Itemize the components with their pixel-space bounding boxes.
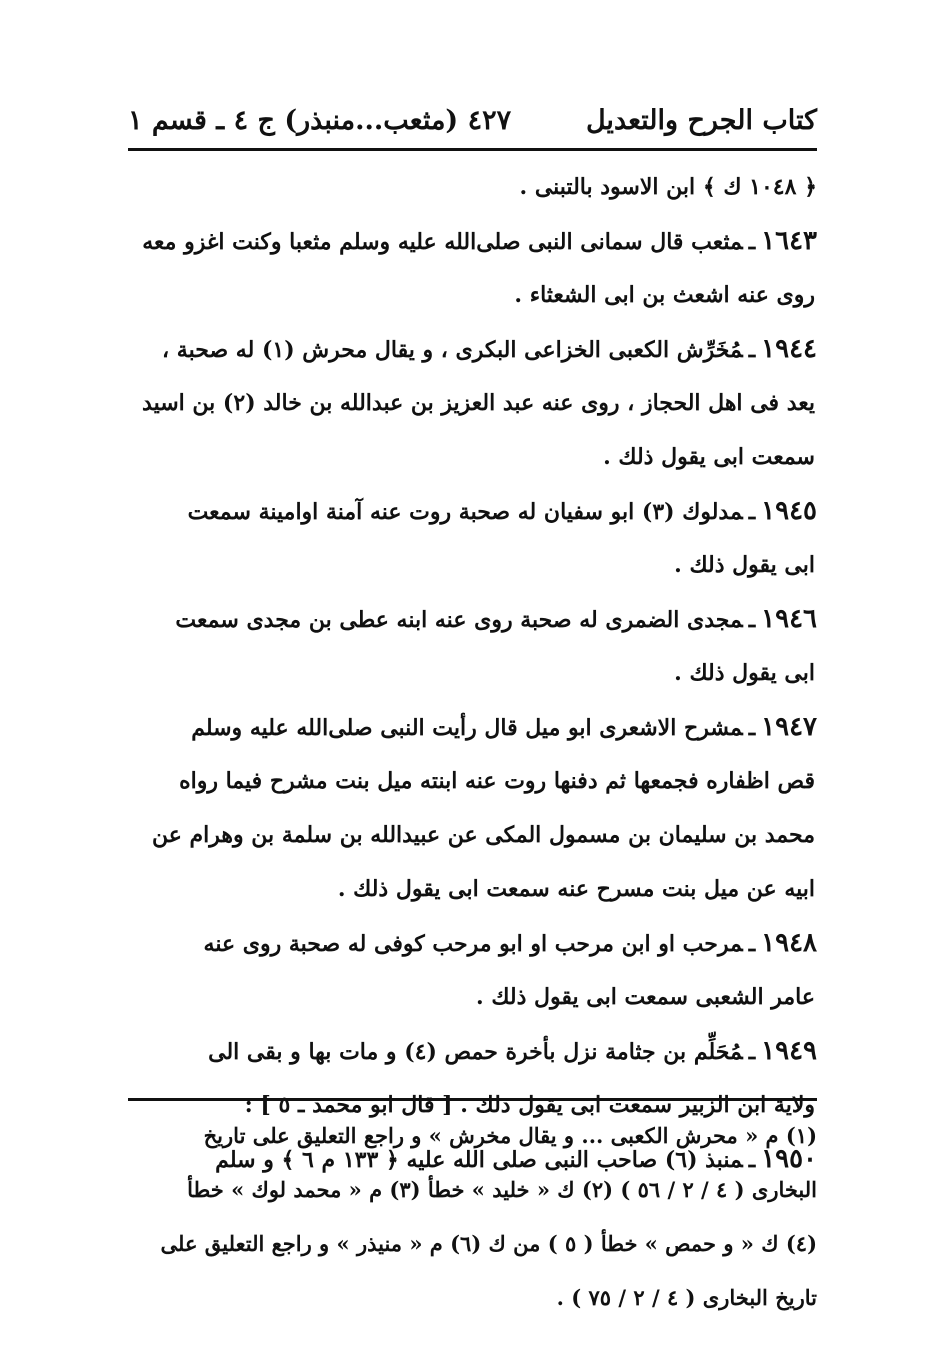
entry-line: ١٩٤٥ـمدلوك (٣) ابو سفيان له صحبة روت عنه آمنة اوامينة سمعت bbox=[187, 496, 817, 526]
entry-number: ١٩٤٩ bbox=[761, 1036, 817, 1066]
entry-line: ١٩٥٠ـمنبذ (٦) صاحب النبى صلى الله عليه ﴿ ١٣٣ م ٦ ﴾ و سلم bbox=[215, 1144, 817, 1174]
entries-body bbox=[128, 160, 817, 1186]
entry-number: ١٩٤٦ bbox=[761, 604, 817, 634]
entry-line: سمعت ابى يقول ذلك . bbox=[603, 444, 815, 470]
footnote-line: تاريخ البخارى ( ٤ / ٢ / ٧٥ ) . bbox=[556, 1285, 817, 1310]
entry-line: ١٩٤٧ـمشرح الاشعرى ابو ميل قال رأيت النبى صلى‌الله عليه وسلم bbox=[191, 712, 817, 742]
entry-line: ولاية ابن الزبير سمعت ابى يقول ذلك . [ قال ابو محمد ـ ٥ ] : bbox=[244, 1092, 815, 1118]
entry-number: ١٩٥٠ bbox=[761, 1144, 817, 1174]
page-range: ٤٢٧ (مثعب...منبذر) ج ٤ ـ قسم ١ bbox=[128, 104, 512, 136]
entry-line: ١٩٤٩ـمُحَلِّم بن جثامة نزل بأخرة حمص (٤) و مات بها و بقى الى bbox=[208, 1036, 817, 1066]
book-title: كتاب الجرح والتعديل bbox=[585, 104, 817, 136]
entry-line: ١٩٤٦ـمجدى الضمرى له صحبة روى عنه ابنه عطى بن مجدى سمعت bbox=[175, 604, 817, 634]
entry-number: ١٩٤٧ bbox=[761, 712, 817, 742]
entry-line: ابيه عن ميل بنت مسرح عنه سمعت ابى يقول ذلك . bbox=[337, 876, 815, 902]
entry-line: ابى يقول ذلك . bbox=[674, 552, 815, 578]
footnotes bbox=[128, 1098, 817, 1325]
entry-line: عامر الشعبى سمعت ابى يقول ذلك . bbox=[476, 984, 815, 1010]
entry-number: ١٩٤٥ bbox=[761, 496, 817, 526]
entry-line: ١٩٤٤ـمُخَرِّش الكعبى الخزاعى البكرى ، و يقال محرش (١) له صحبة ، bbox=[162, 334, 817, 364]
entry-line: يعد فى اهل الحجاز ، روى عنه عبد العزيز بن عبدالله بن خالد (٢) بن اسيد bbox=[142, 390, 815, 416]
entry-line: قص اظفاره فجمعها ثم دفنها روت عنه ابنته ميل بنت مشرح فيما رواه bbox=[179, 768, 815, 794]
entry-number: ١٩٤٨ bbox=[761, 928, 817, 958]
entry-number: ١٦٤٣ bbox=[761, 226, 817, 256]
footnote-line: (٤) ك « و حمص » خطأ ( ٥ ) من ك (٦) م « منيذر » و راجع التعليق على bbox=[160, 1231, 817, 1256]
entry-line: ابى يقول ذلك . bbox=[674, 660, 815, 686]
entry-line: محمد بن سليمان بن مسمول المكى عن عبيدالله بن سلمة بن وهرام عن bbox=[152, 822, 815, 848]
entry-line: روى عنه اشعث بن ابى الشعثاء . bbox=[514, 282, 815, 308]
entry-line: ﴿ ١٠٤٨ ك ﴾ ابن الاسود بالتبنى . bbox=[519, 174, 817, 200]
entry-line: ١٩٤٨ـمرحب او ابن مرحب او ابو مرحب كوفى له صحبة روى عنه bbox=[203, 928, 817, 958]
entry-line: ١٦٤٣ـمثعب قال سمانى النبى صلى‌الله عليه وسلم مثعبا وكنت اغزو معه bbox=[142, 226, 817, 256]
page-header bbox=[128, 92, 817, 151]
entry-number: ١٩٤٤ bbox=[761, 334, 817, 364]
footnote-line: البخارى ( ٤ / ٢ / ٥٦ ) (٢) ك « خليد » خطأ (٣) م « محمد لوك » خطأ bbox=[187, 1177, 817, 1202]
footnote-line: (١) م « محرش الكعبى ... و يقال مخرش » و راجع التعليق على تاريخ bbox=[203, 1123, 817, 1148]
